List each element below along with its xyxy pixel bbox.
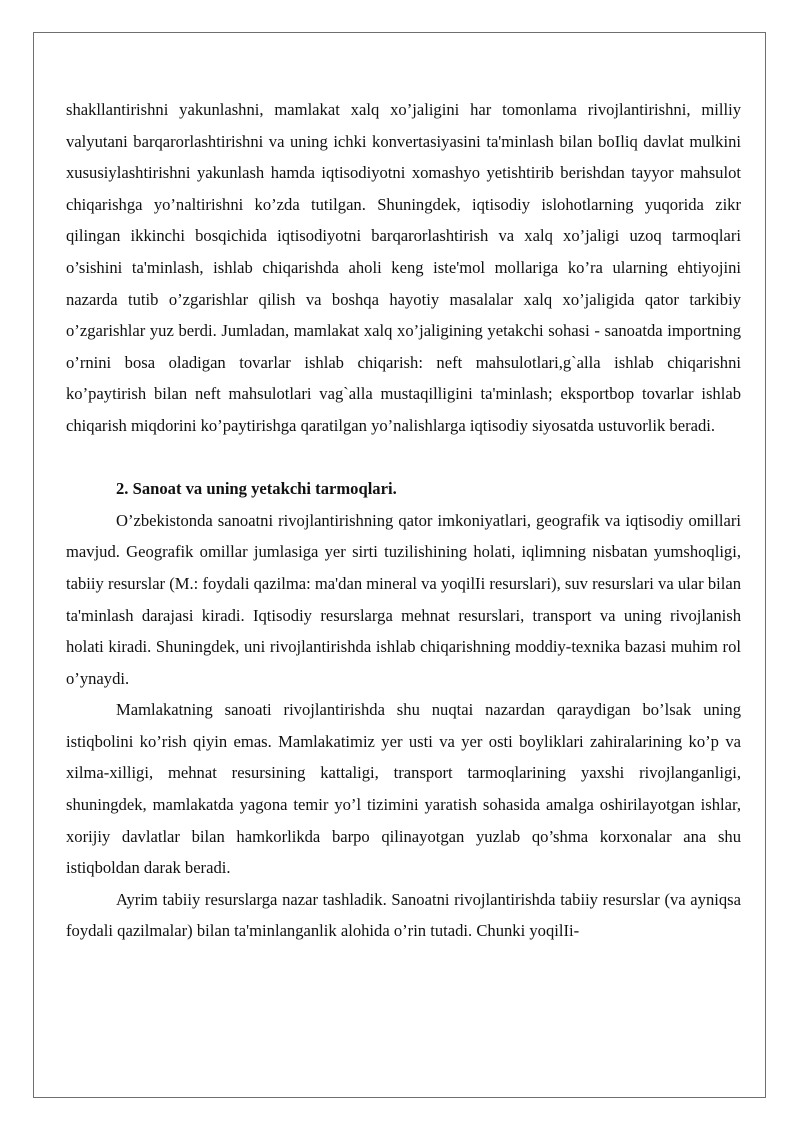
paragraph-intro-continuation: shakllantirishni yakunlashni, mamlakat xalq xo’jaligini har tomonlama rivojlantirishni, milliy valyutani barqarorlashtirishni va uning ichki konvertasiyasini ta'minlash bilan boIliq davlat mulkini xususiylashtirishni yakunlash hamda iqtisodiyotni xomashyo yetishtirib berishdan tayyor mahsulot chiqarishga yo’naltirishni ko’zda tutilgan. Shuningdek, iqtisodiy islohotlarning yuqorida zikr qilingan ikkinchi bosqichida iqtisodiyotni barqarorlashtirish va xalq xo’jaligi uzoq tarmoqlari o’sishini ta'minlash, ishlab chiqarishda aholi keng iste'mol mollariga ko’ra ularning ehtiyojini nazarda tutib o’zgarishlar qilish va boshqa hayotiy masalalar xalq xo’jaligida qator tarkibiy o’zgarishlar yuz berdi. Jumladan, mamlakat xalq xo’jaligining yetakchi sohasi - sanoatda importning o’rnini bosa oladigan tovarlar ishlab chiqarish: neft mahsulotlari,g`alla ishlab chiqarishni ko’paytirish bilan neft mahsulotlari vag`alla mustaqilligini ta'minlash; eksportbop tovarlar ishlab chiqarish miqdorini ko’paytirishga qaratilgan yo’nalishlarga iqtisodiy siyosatda ustuvorlik beradi. bbox=[66, 100, 741, 435]
paragraph-prospects: Mamlakatning sanoati rivojlantirishda shu nuqtai nazardan qaraydigan bo’lsak uning istiqbolini ko’rish qiyin emas. Mamlakatimiz yer usti va yer osti boyliklari zahiralarining ko’p va xilma-xilligi, mehnat resursining kattaligi, transport tarmoqlarining yaxshi rivojlanganligi, shuningdek, mamlakatda yagona temir yo’l tizimini yaratish sohasida amalga oshirilayotgan ishlar, xorijiy davlatlar bilan hamkorlikda barpo qilinayotgan yuzlab qo’shma korxonalar ana shu istiqboldan darak beradi. bbox=[66, 700, 741, 878]
paragraph-natural-resources: Ayrim tabiiy resurslarga nazar tashladik. Sanoatni rivojlantirishda tabiiy resurslar (va ayniqsa foydali qazilmalar) bilan ta'minlanganlik alohida o’rin tutadi. Chunki yoqilIi- bbox=[66, 889, 741, 941]
document-body bbox=[66, 94, 741, 947]
section-heading: 2. Sanoat va uning yetakchi tarmoqlari. bbox=[116, 479, 397, 499]
paragraph-factors: O’zbekistonda sanoatni rivojlantirishning qator imkoniyatlari, geografik va iqtisodiy omillari mavjud. Geografik omillar jumlasiga yer sirti tuzilishining holati, iqlimning nisbatan yumshoqligi, tabiiy resurslar (M.: foydali qazilma: ma'dan mineral va yoqilIi resurslari), suv resurslari va ular bilan ta'minlash darajasi kiradi. Iqtisodiy resurslarga mehnat resurslari, transport va uning rivojlanish holati kiradi. Shuningdek, uni rivojlantirishda ishlab chiqarishning moddiy-texnika bazasi muhim rol o’ynaydi. bbox=[66, 510, 741, 688]
